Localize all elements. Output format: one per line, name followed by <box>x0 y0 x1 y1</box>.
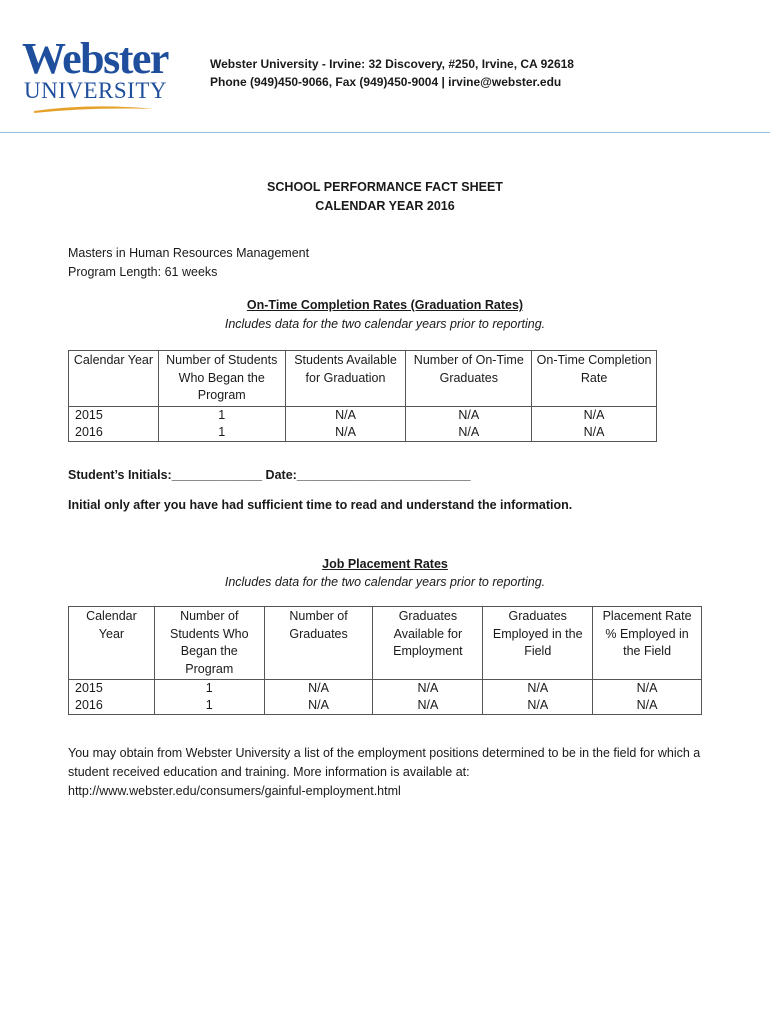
table-header-row <box>69 351 657 407</box>
program-length: Program Length: 61 weeks <box>68 265 218 279</box>
table-cell: N/A <box>373 697 483 715</box>
employment-footnote <box>68 744 708 801</box>
program-name: Masters in Human Resources Management <box>68 246 310 260</box>
address-line: Webster University - Irvine: 32 Discovery, #250, Irvine, CA 92618 <box>210 57 574 71</box>
completion-heading: On-Time Completion Rates (Graduation Rates) <box>246 298 524 312</box>
table-cell: N/A <box>532 406 657 424</box>
table-cell: 2016 <box>69 424 159 442</box>
program-info <box>68 244 309 282</box>
table-cell: N/A <box>593 680 702 698</box>
logo-swoosh-icon <box>32 103 157 115</box>
column-header: Calendar Year <box>69 351 159 407</box>
header-divider <box>0 132 770 133</box>
document-title <box>0 178 770 216</box>
column-header: Number of On-Time Graduates <box>406 351 532 407</box>
table-cell: 2015 <box>69 406 159 424</box>
contact-line: Phone (949)450-9066, Fax (949)450-9004 | irvine@webster.edu <box>210 75 562 89</box>
table-cell: N/A <box>406 406 532 424</box>
column-header: On-Time Completion Rate <box>532 351 657 407</box>
table-cell: N/A <box>483 697 593 715</box>
completion-subheading: Includes data for the two calendar years prior to reporting. <box>224 317 546 331</box>
table-cell: N/A <box>285 406 406 424</box>
column-header: Graduates Employed in the Field <box>483 607 593 680</box>
table-row <box>69 680 702 698</box>
table-row <box>69 406 657 424</box>
webster-logo <box>22 34 172 115</box>
contact-block <box>210 55 574 91</box>
table-cell: 2016 <box>69 697 155 715</box>
column-header: Number of Graduates <box>264 607 373 680</box>
table-cell: 1 <box>158 424 285 442</box>
table-cell: 1 <box>154 697 264 715</box>
placement-table <box>68 606 702 715</box>
table-cell: N/A <box>532 424 657 442</box>
column-header: Number of Students Who Began the Program <box>154 607 264 680</box>
table-cell: N/A <box>264 697 373 715</box>
placement-subheading: Includes data for the two calendar years prior to reporting. <box>224 575 546 589</box>
title-line-1: SCHOOL PERFORMANCE FACT SHEET <box>267 180 503 194</box>
table-row <box>69 424 657 442</box>
table-cell: N/A <box>285 424 406 442</box>
table-row <box>69 697 702 715</box>
title-line-2: CALENDAR YEAR 2016 <box>315 199 455 213</box>
table-cell: 1 <box>154 680 264 698</box>
gainful-employment-link[interactable]: http://www.webster.edu/consumers/gainful-employment.html <box>68 784 401 798</box>
column-header: Students Available for Graduation <box>285 351 406 407</box>
initials-date-line: Student’s Initials:_____________ Date:_________________________ <box>68 468 471 482</box>
column-header: Number of Students Who Began the Program <box>158 351 285 407</box>
table-cell: 1 <box>158 406 285 424</box>
table-cell: N/A <box>483 680 593 698</box>
logo-wordmark: Webster <box>22 34 168 83</box>
placement-heading: Job Placement Rates <box>322 557 448 571</box>
table-cell: N/A <box>373 680 483 698</box>
table-cell: N/A <box>406 424 532 442</box>
logo-subtitle: UNIVERSITY <box>24 78 167 103</box>
column-header: Placement Rate % Employed in the Field <box>593 607 702 680</box>
column-header: Calendar Year <box>69 607 155 680</box>
footnote-text: You may obtain from Webster University a list of the employment positions determined to be in the field for which a student received education and training. More information is available at: <box>68 746 701 779</box>
completion-table <box>68 350 657 442</box>
column-header: Graduates Available for Employment <box>373 607 483 680</box>
table-cell: N/A <box>264 680 373 698</box>
initials-instruction: Initial only after you have had sufficient time to read and understand the information. <box>68 498 573 512</box>
table-header-row <box>69 607 702 680</box>
table-cell: N/A <box>593 697 702 715</box>
table-cell: 2015 <box>69 680 155 698</box>
